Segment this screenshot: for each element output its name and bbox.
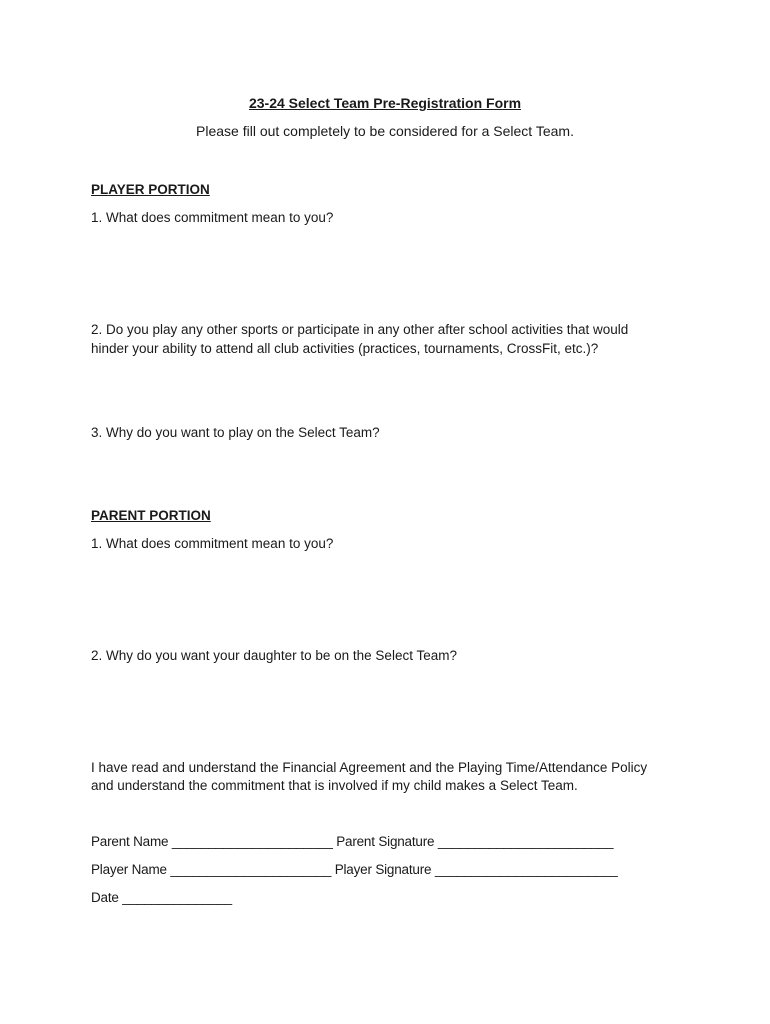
player-question-2-line-1: 2. Do you play any other sports or participate in any other after school activities that would — [91, 322, 629, 337]
parent-name-signature-line[interactable]: Parent Name ______________________ Parent Signature ________________________ — [91, 834, 614, 849]
player-portion-heading: PLAYER PORTION — [91, 182, 210, 197]
agreement-line-2: and understand the commitment that is involved if my child makes a Select Team. — [91, 778, 578, 793]
agreement-line-1: I have read and understand the Financial Agreement and the Playing Time/Attendance Policy — [91, 760, 648, 775]
parent-portion-heading: PARENT PORTION — [91, 508, 211, 523]
player-question-2-line-2: hinder your ability to attend all club activities (practices, tournaments, CrossFit, etc.)? — [91, 341, 599, 356]
player-name-signature-line[interactable]: Player Name ______________________ Player Signature _________________________ — [91, 862, 618, 877]
parent-question-2: 2. Why do you want your daughter to be on the Select Team? — [91, 648, 457, 663]
parent-question-1: 1. What does commitment mean to you? — [91, 536, 334, 551]
player-question-1: 1. What does commitment mean to you? — [91, 210, 334, 225]
form-title: 23-24 Select Team Pre-Registration Form — [248, 95, 522, 111]
player-question-3: 3. Why do you want to play on the Select Team? — [91, 425, 380, 440]
form-subtitle: Please fill out completely to be considered for a Select Team. — [196, 123, 574, 139]
date-line[interactable]: Date _______________ — [91, 890, 232, 905]
